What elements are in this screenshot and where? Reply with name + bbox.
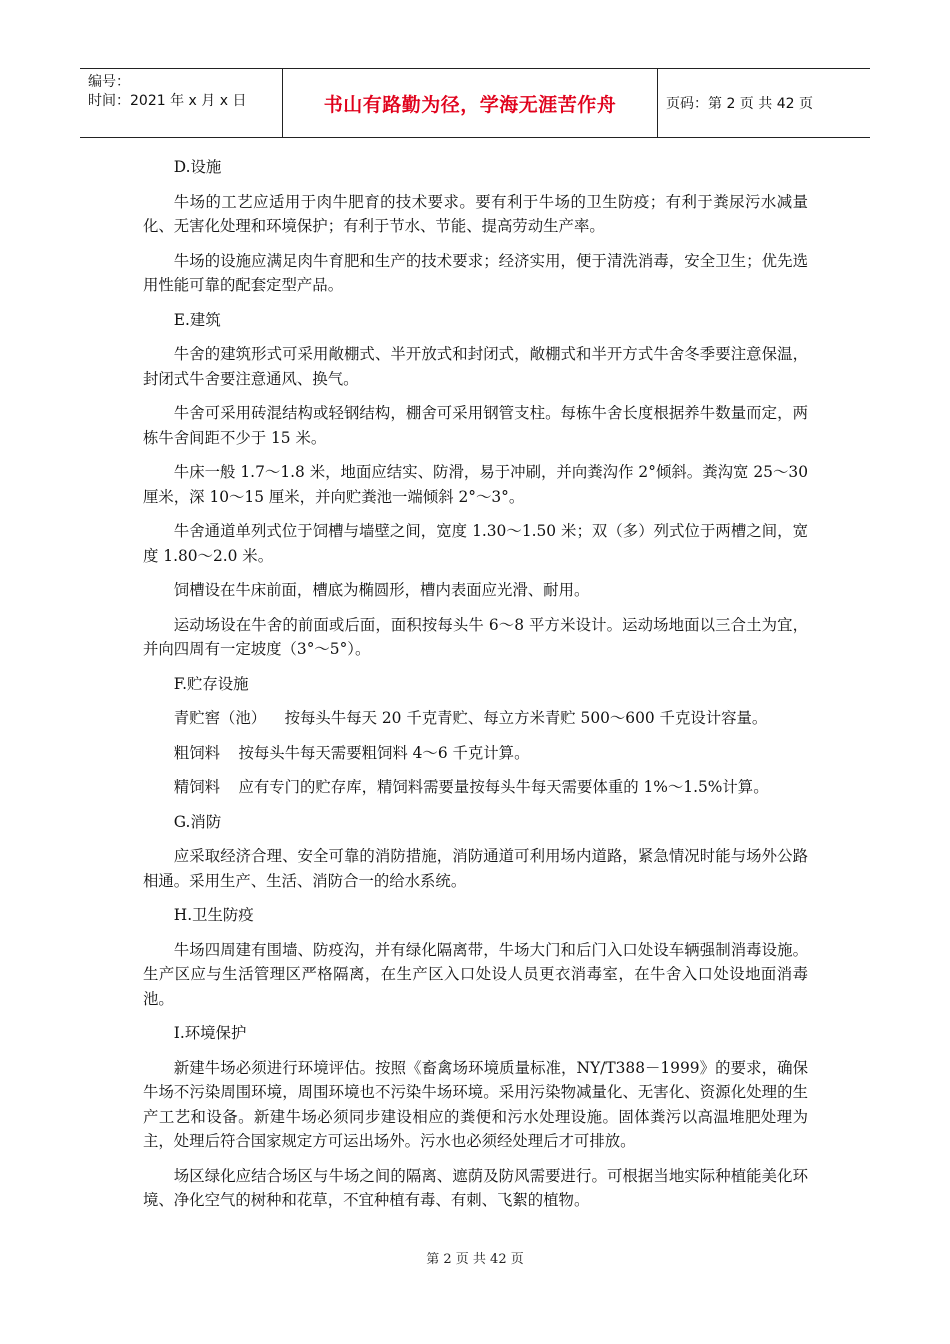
header-page-info: 页码：第 2 页 共 42 页 bbox=[666, 96, 813, 112]
section-heading-h: H.卫生防疫 bbox=[173, 906, 254, 924]
section-heading-d: D.设施 bbox=[173, 158, 222, 176]
paragraph: 应采取经济合理、安全可靠的消防措施，消防通道可利用场内道路，紧急情况时能与场外公路相通。采用生产、生活、消防合一的给水系统。 bbox=[143, 847, 808, 890]
section-heading-f: F.贮存设施 bbox=[173, 674, 249, 693]
storage-item bbox=[143, 741, 808, 766]
item-text: 按每头牛每天 20 千克青贮、每立方米青贮 500～600 千克设计容量。 bbox=[284, 709, 768, 727]
page-footer: 第 2 页 共 42 页 bbox=[426, 1252, 524, 1267]
time-label: 时间：2021 年 x 月 x 日 bbox=[88, 93, 247, 109]
paragraph: 牛场的设施应满足肉牛育肥和生产的技术要求；经济实用，便于清洗消毒，安全卫生；优先选用性能可靠的配套定型产品。 bbox=[143, 251, 808, 294]
storage-item bbox=[143, 775, 808, 800]
item-term: 青贮窖（池） bbox=[173, 709, 267, 727]
item-text: 应有专门的贮存库，精饲料需要量按每头牛每天需要体重的 1%～1.5%计算。 bbox=[238, 778, 769, 796]
number-label: 编号： bbox=[88, 74, 130, 90]
header-meta bbox=[80, 69, 283, 137]
item-text: 按每头牛每天需要粗饲料 4～6 千克计算。 bbox=[238, 743, 530, 762]
section-heading-g: G.消防 bbox=[173, 812, 222, 831]
paragraph: 牛床一般 1.7～1.8 米，地面应结实、防滑，易于冲刷，并向粪沟作 2°倾斜。粪沟宽 25～30 厘米，深 10～15 厘米，并向贮粪池一端倾斜 2°～3°。 bbox=[143, 463, 808, 506]
header-motto: 书山有路勤为径，学海无涯苦作舟 bbox=[283, 69, 658, 137]
paragraph: 牛场四周建有围墙、防疫沟，并有绿化隔离带，牛场大门和后门入口处设车辆强制消毒设施。生产区应与生活管理区严格隔离，在生产区入口处设人员更衣消毒室，在牛舍入口处设地面消毒池。 bbox=[143, 940, 808, 1008]
paragraph: 饲槽设在牛床前面，槽底为椭圆形，槽内表面应光滑、耐用。 bbox=[173, 581, 590, 599]
paragraph: 场区绿化应结合场区与牛场之间的隔离、遮荫及防风需要进行。可根据当地实际种植能美化环境、净化空气的树种和花草，不宜种植有毒、有刺、飞絮的植物。 bbox=[143, 1166, 808, 1209]
item-term: 精饲料 bbox=[173, 778, 220, 796]
paragraph: 牛舍的建筑形式可采用敞棚式、半开放式和封闭式，敞棚式和半开方式牛舍冬季要注意保温，封闭式牛舍要注意通风、换气。 bbox=[143, 345, 808, 388]
item-term: 粗饲料 bbox=[173, 743, 220, 762]
document-body bbox=[143, 155, 808, 1223]
section-heading-e: E.建筑 bbox=[173, 310, 221, 329]
storage-item bbox=[143, 706, 808, 731]
paragraph: 牛舍通道单列式位于饲槽与墙壁之间，宽度 1.30～1.50 米；双（多）列式位于两槽之间，宽度 1.80～2.0 米。 bbox=[143, 522, 808, 565]
paragraph: 牛舍可采用砖混结构或轻钢结构，棚舍可采用钢管支柱。每栋牛舍长度根据养牛数量而定，两栋牛舍间距不少于 15 米。 bbox=[143, 404, 808, 447]
paragraph: 运动场设在牛舍的前面或后面，面积按每头牛 6～8 平方米设计。运动场地面以三合土为宜，并向四周有一定坡度（3°～5°）。 bbox=[143, 615, 808, 658]
paragraph: 新建牛场必须进行环境评估。按照《畜禽场环境质量标准，NY/T388－1999》的要求，确保牛场不污染周围环境，周围环境也不污染牛场环境。采用污染物减量化、无害化、资源化处理的生产工艺和设备。新建牛场必须同步建设相应的粪便和污水处理设施。固体粪污以高温堆肥处理为主，处理后符合国家规定方可运出场外。污水也必须经处理后才可排放。 bbox=[143, 1058, 808, 1150]
section-heading-i: I.环境保护 bbox=[173, 1024, 247, 1042]
paragraph: 牛场的工艺应适用于肉牛肥育的技术要求。要有利于牛场的卫生防疫；有利于粪尿污水减量化、无害化处理和环境保护；有利于节水、节能、提高劳动生产率。 bbox=[143, 192, 808, 235]
document-header bbox=[80, 68, 870, 138]
